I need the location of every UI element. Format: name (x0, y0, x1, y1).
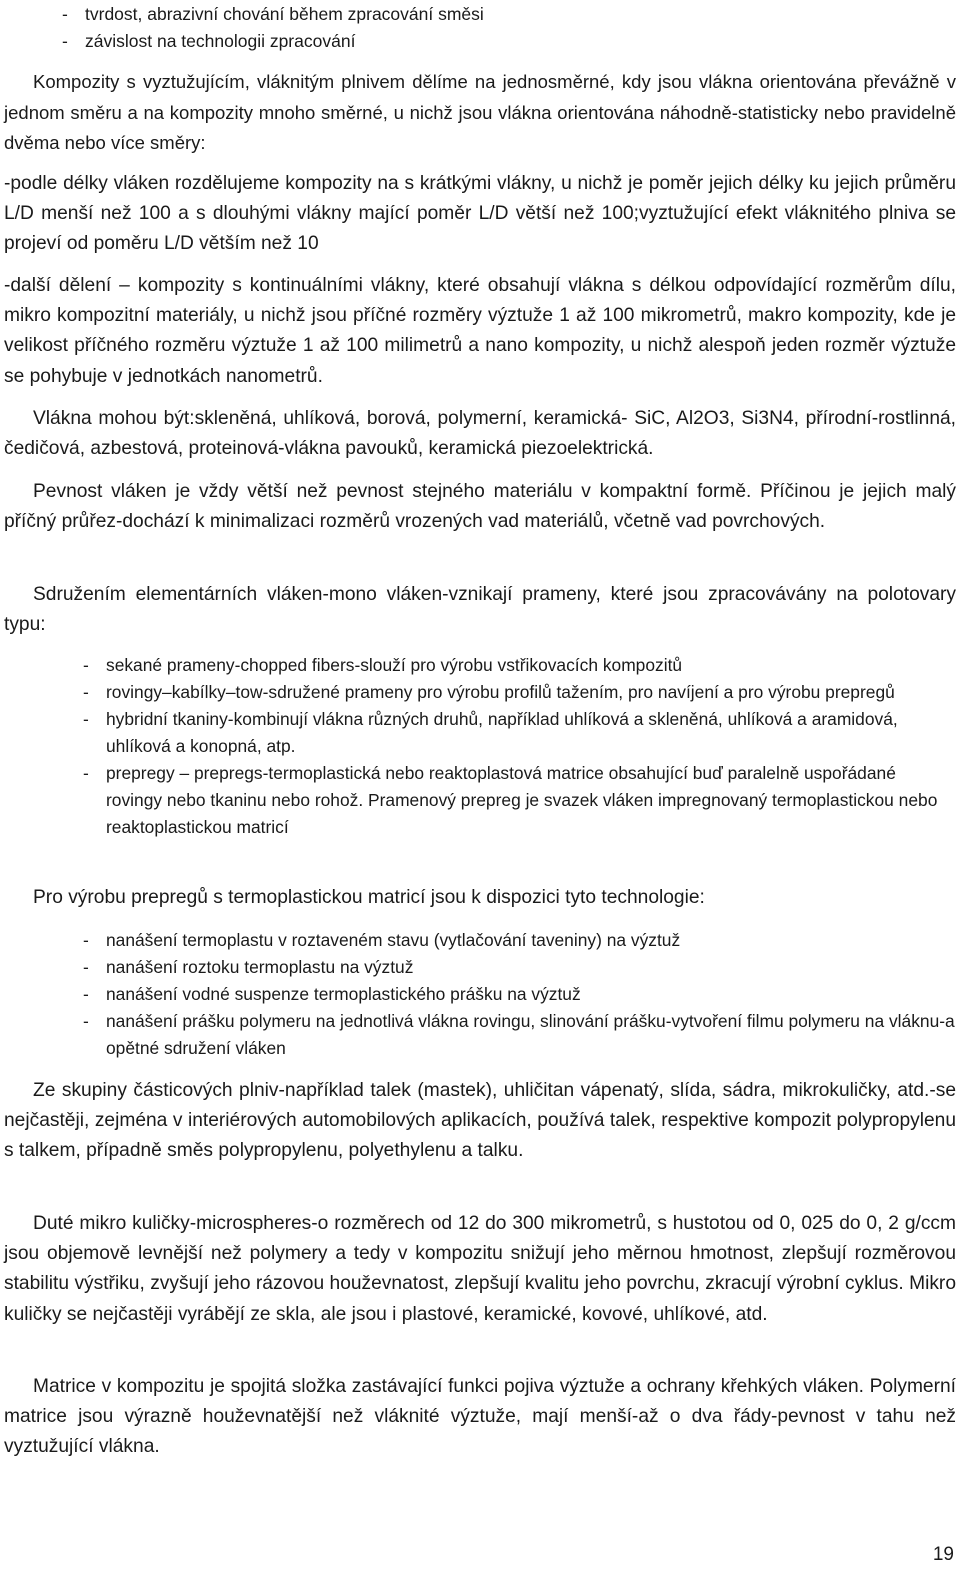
paragraph-matrix: Matrice v kompozitu je spojitá složka zastávající funkci pojiva výztuže a ochrany křehkých vláken. Polymerní matrice jsou výrazně houževnatější než vláknité výztuže, mají menší-až o dva řády-pevnost v tahu než vyztužující vlákna. (4, 1376, 956, 1458)
list-dash: - (83, 763, 89, 783)
list-item (4, 679, 956, 706)
list-item (4, 28, 956, 55)
list-item (4, 706, 956, 760)
paragraph-particle-fillers: Ze skupiny částicových plniv-například talek (mastek), uhličitan vápenatý, slída, sádra, mikrokuličky, atd.-se nejčastěji, zejména v interiérových automobilových aplikacích, používá talek, respektive kompozit polypropylenu s talkem, případně směs polypropylenu, polyethylenu a talku. (4, 1080, 956, 1162)
list-item (4, 1, 956, 28)
intro-paragraph: Kompozity s vyztužujícím, vláknitým plnivem dělíme na jednosměrné, kdy jsou vlákna orientována převážně v jednom směru a na kompozity mnoho směrné, u nichž jsou vlákna orientována náhodně-statisticky nebo pravidelně dvěma nebo více směry: (4, 71, 956, 153)
property-list (4, 1, 956, 55)
list-item (4, 652, 956, 679)
list-item-text: závislost na technologii zpracování (85, 31, 356, 51)
list-item-text: nanášení roztoku termoplastu na výztuž (106, 957, 414, 977)
list-item-text: sekané prameny-chopped fibers-slouží pro výrobu vstřikovacích kompozitů (106, 655, 683, 675)
list-dash: - (83, 957, 89, 977)
technologies-heading: Pro výrobu prepregů s termoplastickou matricí jsou k dispozici tyto technologie: (33, 887, 705, 908)
list-dash: - (83, 1011, 89, 1031)
list-item-text: tvrdost, abrazivní chování během zpracování směsi (85, 4, 484, 24)
paragraph-fiber-strength: Pevnost vláken je vždy větší než pevnost stejného materiálu v kompaktní formě. Příčinou je jejich malý příčný průřez-dochází k minimalizaci rozměrů vrozených vad materiálů, včetně vad povrchových. (4, 481, 956, 533)
list-item-text: nanášení termoplastu v roztaveném stavu (vytlačování taveniny) na výztuž (106, 930, 681, 950)
list-dash: - (83, 984, 89, 1004)
list-item-text: nanášení prášku polymeru na jednotlivá vlákna rovingu, slinování prášku-vytvoření filmu polymeru na vláknu-a opětné sdružení vláken (106, 1011, 955, 1058)
list-dash: - (83, 682, 89, 702)
list-item-text: rovingy–kabílky–tow-sdružené prameny pro výrobu profilů tažením, pro navíjení a pro výrobu prepregů (106, 682, 895, 702)
list-item (4, 954, 956, 981)
page-number: 19 (932, 1544, 954, 1565)
paragraph-fiber-length: -podle délky vláken rozdělujeme kompozity na s krátkými vlákny, u nichž je poměr jejich délky ku jejich průměru L/D menší než 100 a s dlouhými vlákny mající poměr L/D větší než 100;vyztužující efekt vláknitého plniva se projeví od poměru L/D větším než 10 (4, 173, 956, 255)
list-item-text: hybridní tkaniny-kombinují vlákna různých druhů, například uhlíková a skleněná, uhlíková a aramidová, uhlíková a konopná, atp. (106, 709, 898, 756)
list-dash: - (83, 709, 89, 729)
list-dash: - (62, 31, 68, 51)
paragraph-strands: Sdružením elementárních vláken-mono vláken-vznikají prameny, které jsou zpracovávány na polotovary typu: (4, 584, 956, 636)
list-dash: - (83, 655, 89, 675)
technologies-list (4, 927, 956, 1062)
list-item (4, 927, 956, 954)
semi-product-list (4, 652, 956, 841)
list-item (4, 1008, 956, 1062)
list-dash: - (83, 930, 89, 950)
list-item-text: nanášení vodné suspenze termoplastického prášku na výztuž (106, 984, 581, 1004)
paragraph-microspheres: Duté mikro kuličky-microspheres-o rozměrech od 12 do 300 mikrometrů, s hustotou od 0, 025 do 0, 2 g/ccm jsou objemově levnější než polymery a tedy v kompozitu snižují jeho měrnou hmotnost, zlepšují rozměrovou stabilitu výstřiku, zvyšují jeho rázovou houževnatost, zlepšují kvalitu jeho povrchu, zkracují výrobní cyklus. Mikro kuličky se nejčastěji vyrábějí ze skla, ale jsou i plastové, keramické, kovové, uhlíkové, atd. (4, 1213, 956, 1325)
list-dash: - (62, 4, 68, 24)
paragraph-further-division: -další dělení – kompozity s kontinuálními vlákny, které obsahují vlákna s délkou odpovídající rozměrům dílu, mikro kompozitní materiály, u nichž jsou příčné rozměry výztuže 1 až 100 mikrometrů, makro kompozity, kde je velikost příčného rozměru výztuže 1 až 100 milimetrů a nano kompozity, u nichž alespoň jeden rozměr výztuže se pohybuje v jednotkách nanometrů. (4, 275, 956, 387)
list-item-text: prepregy – prepregs-termoplastická nebo reaktoplastová matrice obsahující buď paralelně uspořádané rovingy nebo tkaninu nebo rohož. Pramenový prepreg je svazek vláken impregnovaný termoplastickou nebo reaktoplastickou matricí (106, 763, 938, 837)
list-item (4, 760, 956, 841)
list-item (4, 981, 956, 1008)
paragraph-fiber-types: Vlákna mohou být:skleněná, uhlíková, borová, polymerní, keramická- SiC, Al2O3, Si3N4, přírodní-rostlinná, čedičová, azbestová, proteinová-vlákna pavouků, keramická piezoelektrická. (4, 408, 956, 460)
